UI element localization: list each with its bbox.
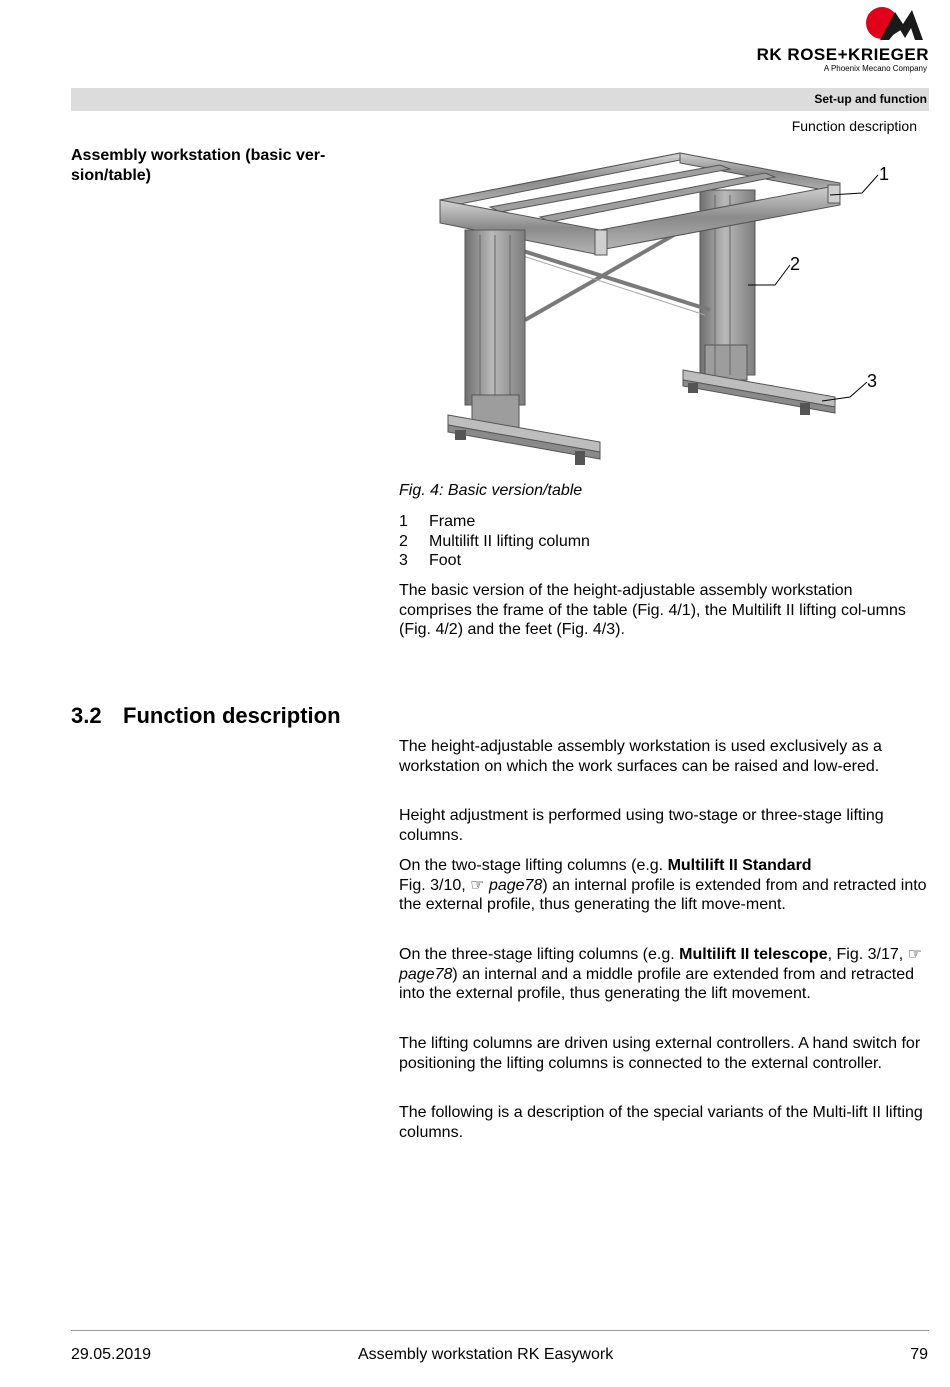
paragraph-2: Height adjustment is performed using two-stage or three-stage lifting columns. [399, 807, 884, 844]
side-heading: Assembly workstation (basic ver-sion/table) [71, 147, 326, 184]
legend-item [399, 512, 590, 532]
text-run: On the three-stage lifting columns (e.g. [399, 946, 680, 963]
logo-tagline: A Phoenix Mecano Company [823, 64, 927, 73]
paragraph-5: The lifting columns are driven using external controllers. A hand switch for positioning the lifting columns is connected to the external controller. [399, 1035, 921, 1072]
callout-1: 1 [879, 164, 890, 184]
logo-brand-text: RK ROSE+KRIEGER [756, 45, 929, 64]
section-number: 3.2 [71, 703, 102, 728]
text-run: ) an internal and a middle profile are extended from and retracted into the external profile, thus generating the lift movement. [399, 965, 914, 1003]
legend-number: 1 [399, 513, 408, 530]
page-number: 79 [910, 1346, 928, 1363]
logo-mark-icon [865, 6, 929, 42]
legend-number: 2 [399, 532, 408, 550]
paragraph-1: The height-adjustable assembly workstation is used exclusively as a workstation on which the work surfaces can be raised and low-ered. [399, 738, 882, 775]
page-reference-link[interactable]: ☞ page78 [399, 946, 922, 983]
chapter-title: Set-up and function [814, 92, 927, 106]
company-logo [733, 6, 929, 72]
text-run: , Fig. 3/17, [827, 946, 908, 963]
callout-2: 2 [790, 254, 801, 274]
section-title: Function description [123, 703, 341, 728]
product-name: Multilift II telescope [679, 946, 828, 963]
paragraph-4 [399, 945, 927, 1004]
text-run: ) an internal profile is extended from and retracted into the external profile, thus generating the lift move-ment. [399, 876, 927, 914]
chapter-header-band [71, 88, 929, 111]
text-run: Fig. 3/10, [399, 876, 471, 894]
footer-date: 29.05.2019 [71, 1346, 152, 1363]
footer-document-title: Assembly workstation RK Easywork [358, 1346, 614, 1363]
legend-item [399, 532, 590, 552]
intro-paragraph: The basic version of the height-adjustable assembly workstation comprises the frame of the table (Fig. 4/1), the Multilift II lifting col-umns (Fig. 4/2) and the feet (Fig. 4/3). [399, 582, 906, 639]
page-reference-link[interactable]: ☞ page78 [470, 876, 543, 894]
figure-caption: Fig. 4: Basic version/table [399, 482, 583, 499]
legend-label: Multilift II lifting column [429, 532, 590, 550]
lifting-column-front [465, 230, 525, 433]
footer-divider [71, 1330, 929, 1331]
legend-item [399, 551, 590, 571]
foot-front [448, 415, 600, 465]
paragraph-6: The following is a description of the special variants of the Multi-lift II lifting columns. [399, 1104, 923, 1141]
foot-back [683, 370, 835, 415]
legend-label: Foot [429, 552, 462, 570]
legend-number: 3 [399, 552, 408, 570]
paragraph-3 [399, 856, 927, 915]
legend-label: Frame [429, 513, 476, 530]
product-name: Multilift II Standard [667, 857, 812, 874]
text-run: On the two-stage lifting columns (e.g. [399, 857, 668, 874]
section-heading [71, 703, 341, 729]
figure-legend [399, 512, 590, 571]
workstation-illustration [430, 145, 910, 470]
section-running-header: Function description [791, 118, 917, 134]
callout-3: 3 [867, 371, 878, 391]
